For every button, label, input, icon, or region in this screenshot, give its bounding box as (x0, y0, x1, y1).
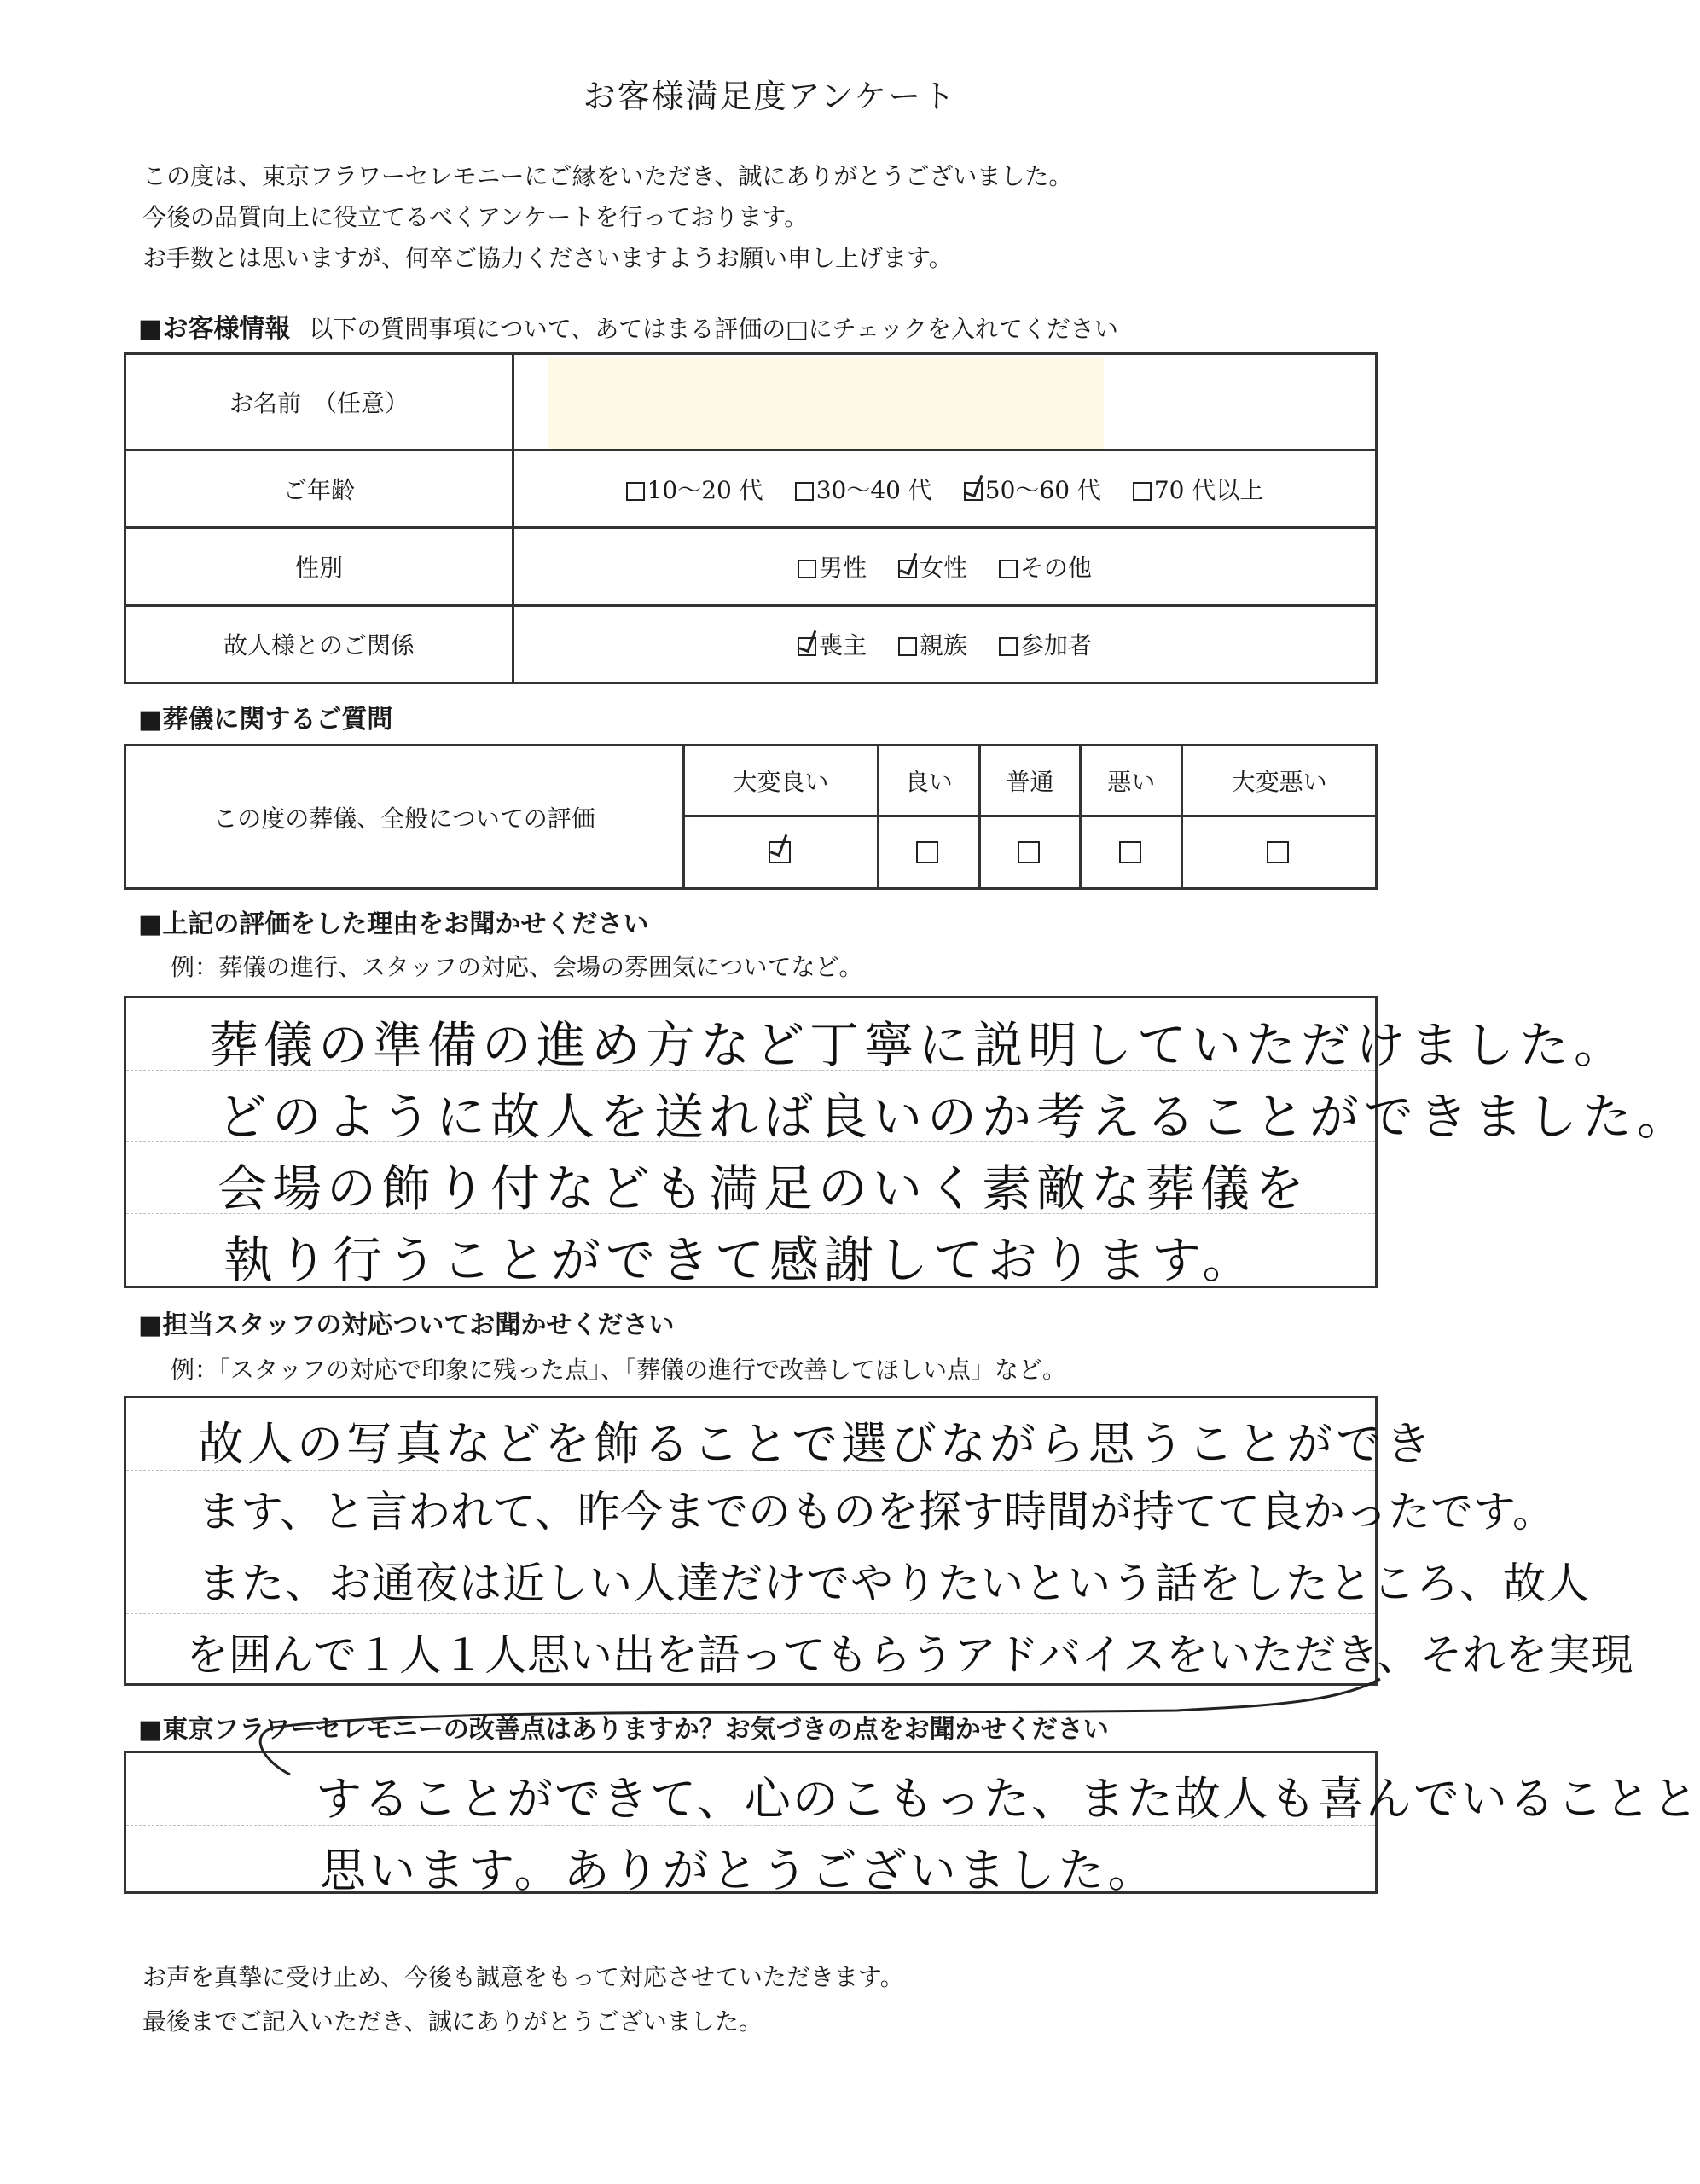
gender-label: 性別 (125, 528, 513, 606)
intro-line: この度は、東京フラワーセレモニーにご縁をいただき、誠にありがとうございました。 (142, 162, 1073, 190)
handwritten-line: 会場の飾り付なども満足のいく素敵な葬儀を (218, 1159, 1310, 1217)
closing-text (142, 1955, 904, 2044)
scale-label: 良い (878, 746, 979, 816)
scale-label: 大変悪い (1182, 746, 1377, 816)
reason-heading: ■上記の評価をした理由をお聞かせください (138, 909, 649, 939)
handwritten-line: どのように故人を送れば良いのか考えることができました。 (218, 1088, 1692, 1146)
option-label: 親族 (919, 631, 967, 659)
section-title: ■お客様情報 (138, 314, 291, 344)
reason-example: 例：葬儀の進行、スタッフの対応、会場の雰囲気についてなど。 (171, 953, 863, 981)
option-label: 喪主 (819, 631, 867, 659)
staff-example: 例：「スタッフの対応で印象に残った点」、「葬儀の進行で改善してほしい点」など。 (171, 1356, 1067, 1384)
scale-label: 普通 (979, 746, 1081, 816)
option-label: 30～40 代 (815, 476, 932, 504)
relation-label: 故人様とのご関係 (125, 606, 513, 683)
intro-line: お手数とは思いますが、何卒ご協力くださいますようお願い申し上げます。 (142, 244, 953, 272)
age-label: ご年齢 (125, 450, 513, 528)
handwritten-line: ます、と言われて、昨今までのものを探す時間が持てて良かったです。 (198, 1487, 1555, 1536)
handwritten-line: することができて、心のこもった、また故人も喜んでいることと (316, 1772, 1700, 1826)
rating-question: この度の葬儀、全般についての評価 (125, 746, 684, 889)
improve-heading: ■東京フラワーセレモニーの改善点はありますか？お気づきの点をお聞かせください (138, 1715, 1109, 1745)
handwritten-line: を囲んで１人１人思い出を語ってもらうアドバイスをいただき、それを実現 (186, 1630, 1633, 1680)
option-label: 70 代以上 (1153, 476, 1264, 504)
handwritten-line: 思います。ありがとうございました。 (320, 1844, 1158, 1897)
handwritten-line: また、お通夜は近しい人達だけでやりたいという話をしたところ、故人 (198, 1559, 1590, 1608)
closing-line: お声を真摯に受け止め、今後も誠意をもって対応させていただきます。 (142, 1963, 904, 1991)
page-title: お客様満足度アンケート (583, 78, 957, 115)
scale-label: 大変良い (684, 746, 879, 816)
option-label: 男性 (819, 554, 867, 582)
handwritten-line: 葬儀の準備の進め方など丁寧に説明していただけました。 (209, 1016, 1629, 1074)
handwritten-line: 執り行うことができて感謝しております。 (223, 1231, 1257, 1289)
option-label: 女性 (919, 554, 967, 582)
name-label: お名前 （任意） (125, 354, 513, 450)
intro-line: 今後の品質向上に役立てるべくアンケートを行っております。 (142, 203, 809, 231)
funeral-heading: ■葬儀に関するご質問 (138, 705, 393, 735)
option-label: その他 (1019, 554, 1092, 582)
staff-heading: ■担当スタッフの対応ついてお聞かせください (138, 1310, 675, 1340)
section-note: 以下の質問事項について、あてはまる評価の□にチェックを入れてください (309, 315, 1118, 343)
scale-label: 悪い (1081, 746, 1182, 816)
option-label: 50～60 代 (984, 476, 1101, 504)
option-label: 10～20 代 (647, 476, 763, 504)
handwritten-line: 故人の写真などを飾ることで選びながら思うことができ (198, 1417, 1435, 1471)
closing-line: 最後までご記入いただき、誠にありがとうございました。 (142, 2007, 763, 2036)
option-label: 参加者 (1019, 631, 1092, 659)
